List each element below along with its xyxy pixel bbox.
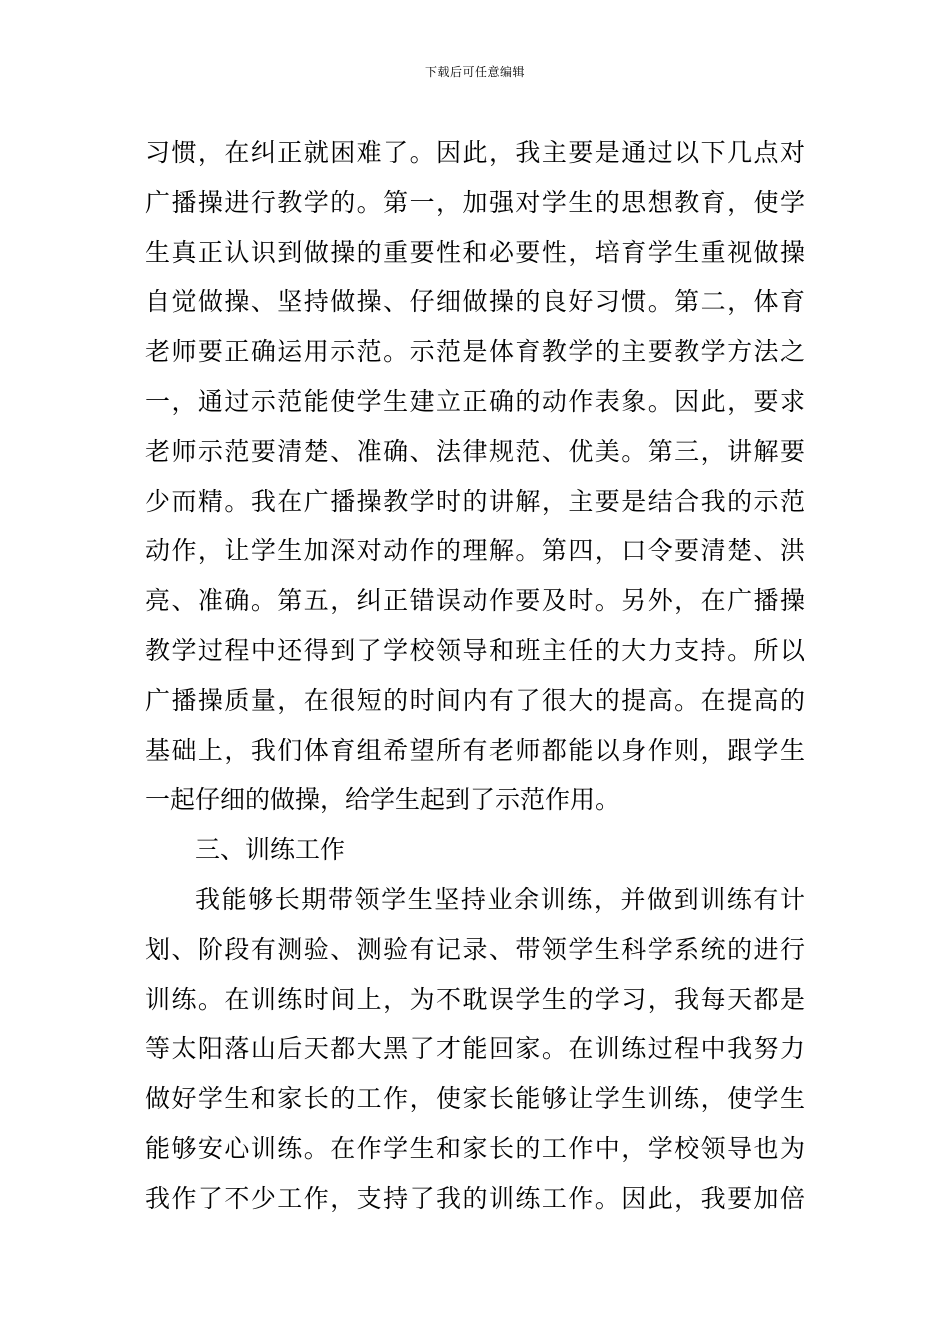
body-text <box>145 128 805 1224</box>
paragraph-continuation <box>145 128 805 825</box>
text-line: 动作，让学生加深对动作的理解。第四，口令要清楚、洪 <box>145 536 805 566</box>
text-line: 教学过程中还得到了学校领导和班主任的大力支持。所以 <box>145 635 805 665</box>
text-line: 老师要正确运用示范。示范是体育教学的主要教学方法之 <box>145 337 805 367</box>
text-line: 基础上，我们体育组希望所有老师都能以身作则，跟学生 <box>145 735 805 765</box>
text-line: 一，通过示范能使学生建立正确的动作表象。因此，要求 <box>145 386 805 416</box>
text-line: 自觉做操、坚持做操、仔细做操的良好习惯。第二，体育 <box>145 287 805 317</box>
text-line: 等太阳落山后天都大黑了才能回家。在训练过程中我努力 <box>145 1034 805 1064</box>
text-line: 老师示范要清楚、准确、法律规范、优美。第三，讲解要 <box>145 436 805 466</box>
text-line: 一起仔细的做操，给学生起到了示范作用。 <box>145 785 621 815</box>
text-line: 少而精。我在广播操教学时的讲解，主要是结合我的示范 <box>145 486 805 516</box>
section-heading <box>145 825 805 875</box>
text-line: 训练。在训练时间上，为不耽误学生的学习，我每天都是 <box>145 984 805 1014</box>
text-line: 我作了不少工作，支持了我的训练工作。因此，我要加倍 <box>145 1183 805 1213</box>
text-line: 生真正认识到做操的重要性和必要性，培育学生重视做操 <box>145 237 805 267</box>
paragraph-training <box>145 875 805 1224</box>
text-line: 做好学生和家长的工作，使家长能够让学生训练，使学生 <box>145 1084 805 1114</box>
section-heading-text: 三、训练工作 <box>195 835 346 865</box>
page-header: 下载后可任意编辑 <box>424 65 525 79</box>
text-line: 广播操质量，在很短的时间内有了很大的提高。在提高的 <box>145 685 805 715</box>
text-line: 广播操进行教学的。第一，加强对学生的思想教育，使学 <box>145 187 805 217</box>
text-line: 我能够长期带领学生坚持业余训练，并做到训练有计 <box>195 884 805 914</box>
text-line: 划、阶段有测验、测验有记录、带领学生科学系统的进行 <box>145 934 805 964</box>
text-line: 能够安心训练。在作学生和家长的工作中，学校领导也为 <box>145 1133 805 1163</box>
text-line: 习惯，在纠正就困难了。因此，我主要是通过以下几点对 <box>145 138 805 167</box>
text-line: 亮、准确。第五，纠正错误动作要及时。另外，在广播操 <box>145 586 805 616</box>
